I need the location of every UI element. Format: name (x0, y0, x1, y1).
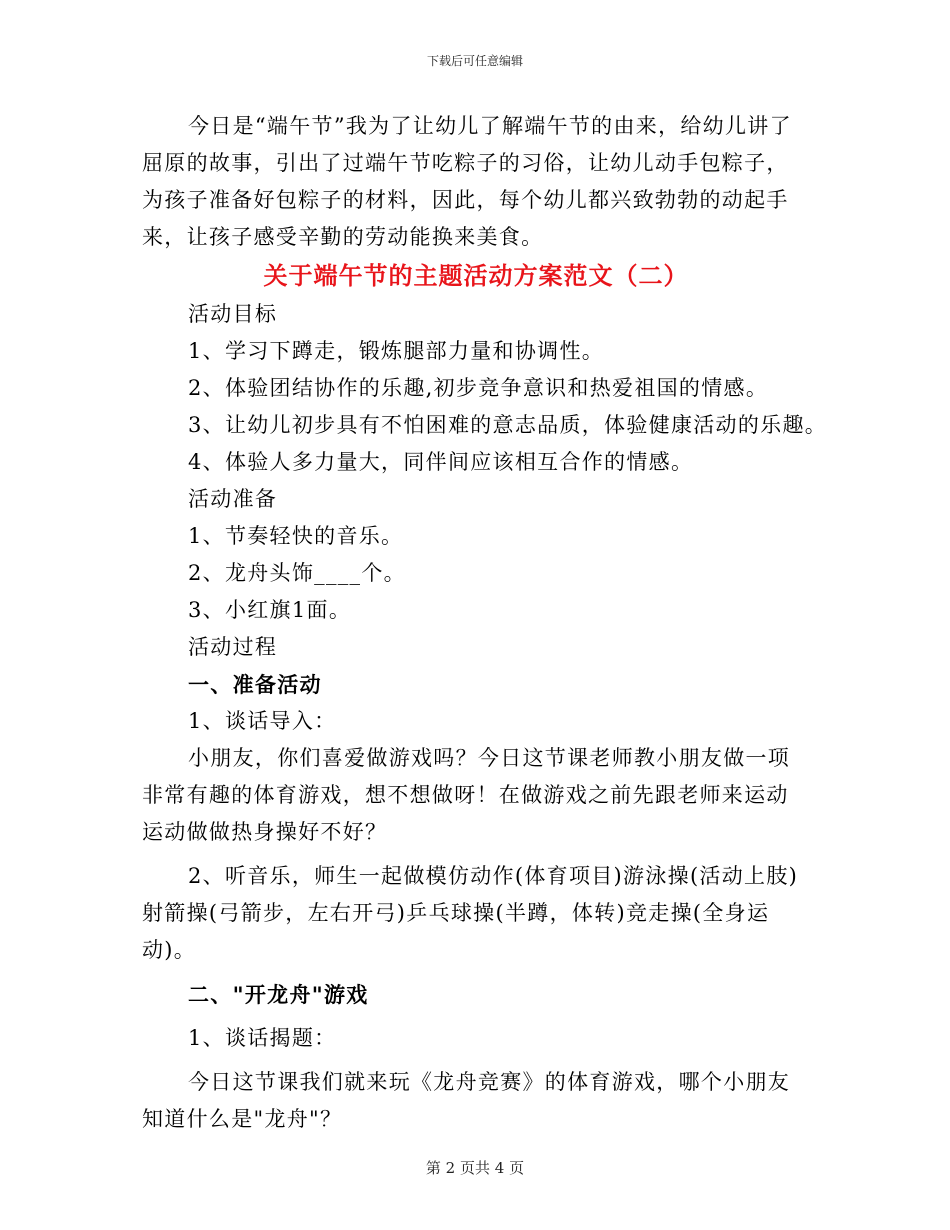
goal-item: 2、体验团结协作的乐趣,初步竞争意识和热爱祖国的情感。 (188, 376, 769, 400)
preparation-heading: 活动准备 (188, 487, 278, 511)
goals-heading: 活动目标 (188, 302, 278, 326)
goal-item: 4、体验人多力量大，同伴间应该相互合作的情感。 (188, 450, 694, 474)
process-heading: 活动过程 (188, 635, 278, 659)
intro-paragraph: 今日是“端午节”我为了让幼儿了解端午节的由来，给幼儿讲了屈原的故事，引出了过端午节吃粽子的习俗，让幼儿动手包粽子，为孩子准备好包粽子的材料，因此，每个幼儿都兴致勃勃的动起手来，让孩子感受辛勤的劳动能换来美食。 (142, 114, 792, 249)
section-1-paragraph-2: 2、听音乐，师生一起做模仿动作(体育项目)游泳操(活动上肢)射箭操(弓箭步，左右开弓)乒乓球操(半蹲，体转)竞走操(全身运动)。 (142, 864, 799, 962)
section-2-title: 二、"开龙舟"游戏 (188, 982, 369, 1007)
page-footer: 第 2 页共 4 页 (425, 1159, 525, 1177)
section-1-title: 一、准备活动 (188, 672, 322, 697)
section-1-paragraph: 小朋友，你们喜爱做游戏吗？今日这节课老师教小朋友做一项非常有趣的体育游戏，想不想做呀！在做游戏之前先跟老师来运动运动做做热身操好不好？ (142, 746, 791, 844)
section-2-paragraph: 今日这节课我们就来玩《龙舟竞赛》的体育游戏，哪个小朋友知道什么是"龙舟"？ (142, 1070, 791, 1131)
section-2-item: 1、谈话揭题： (188, 1026, 337, 1050)
page-header: 下载后可任意编辑 (426, 54, 523, 68)
section-1-item: 1、谈话导入： (188, 709, 337, 733)
goal-item: 1、学习下蹲走，锻炼腿部力量和协调性。 (188, 339, 605, 363)
goal-item: 3、让幼儿初步具有不怕困难的意志品质，体验健康活动的乐趣。 (188, 413, 828, 437)
document-body (142, 108, 828, 1138)
preparation-item: 2、龙舟头饰____个。 (188, 561, 406, 585)
section-title: 关于端午节的主题活动方案范文（二） (263, 261, 689, 290)
preparation-item: 1、节奏轻快的音乐。 (188, 524, 404, 548)
preparation-item: 3、小红旗1面。 (188, 598, 352, 622)
